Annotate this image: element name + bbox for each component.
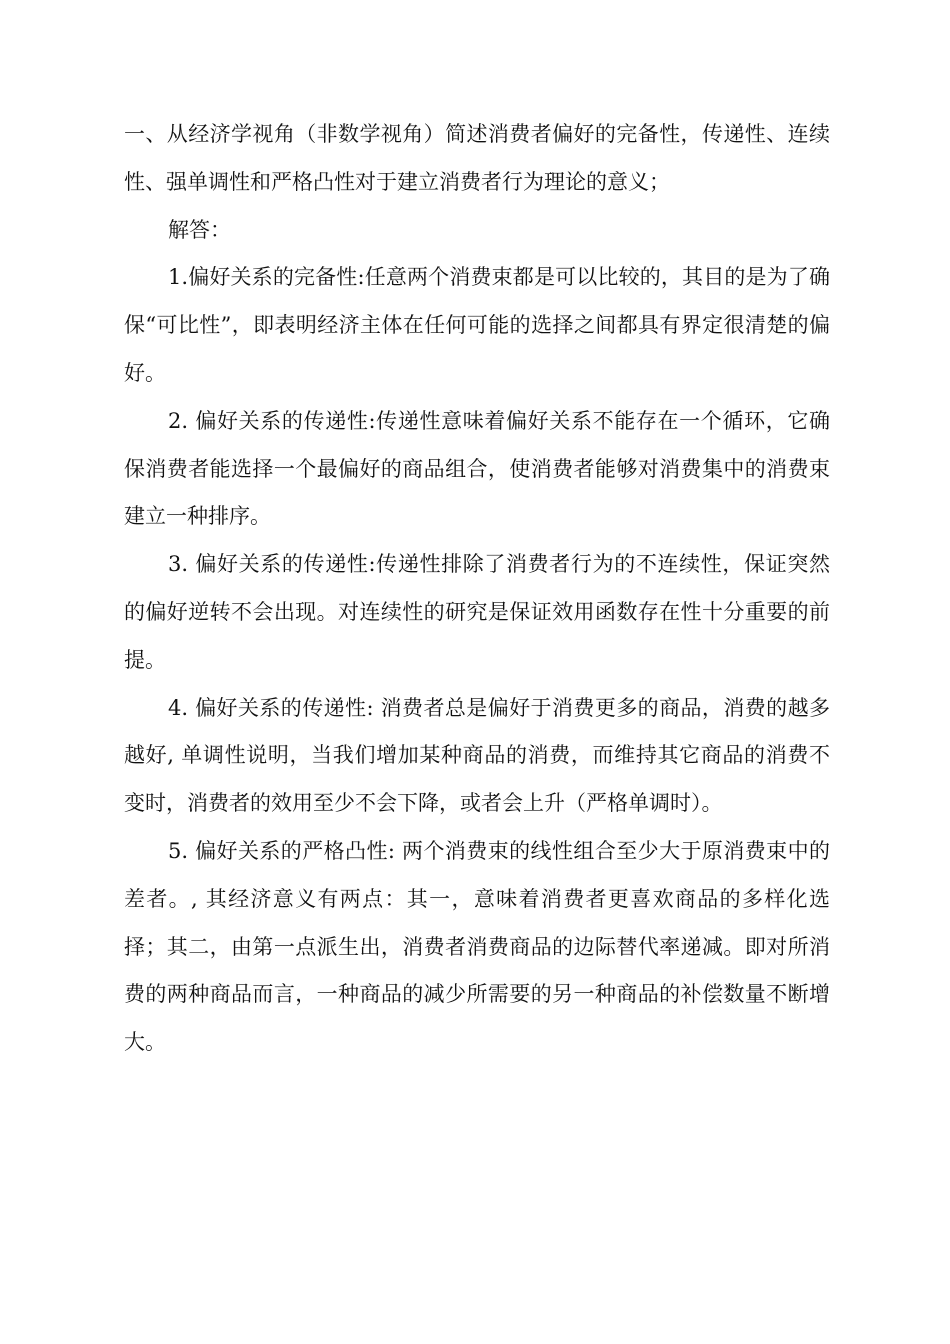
point-continuity: 3. 偏好关系的传递性:传递性排除了消费者行为的不连续性，保证突然的偏好逆转不会出现。对连续性的研究是保证效用函数存在性十分重要的前提。 — [124, 552, 830, 672]
question-text: 一、从经济学视角（非数学视角）简述消费者偏好的完备性，传递性、连续性、强单调性和严格凸性对于建立消费者行为理论的意义； — [124, 122, 830, 194]
point-strict-convexity: 5. 偏好关系的严格凸性: 两个消费束的线性组合至少大于原消费束中的差者。, 其经济意义有两点：其一，意味着消费者更喜欢商品的多样化选择；其二，由第一点派生出，消费者消费商品的边际替代率递减。即对所消费的两种商品而言，一种商品的减少所需要的另一种商品的补偿数量不断增大。 — [124, 838, 830, 1055]
point-transitivity: 2. 偏好关系的传递性:传递性意味着偏好关系不能存在一个循环，它确保消费者能选择一个最偏好的商品组合，使消费者能够对消费集中的消费束建立一种排序。 — [124, 408, 830, 529]
answer-label: 解答： — [168, 217, 231, 242]
point-completeness: 1.偏好关系的完备性:任意两个消费束都是可以比较的，其目的是为了确保“可比性”，即表明经济主体在任何可能的选择之间都具有界定很清楚的偏好。 — [124, 265, 830, 385]
point-monotonicity: 4. 偏好关系的传递性: 消费者总是偏好于消费更多的商品，消费的越多越好, 单调性说明，当我们增加某种商品的消费，而维持其它商品的消费不变时，消费者的效用至少不会下降，或者会上升（严格单调时）。 — [124, 695, 830, 816]
document-body — [124, 111, 830, 1067]
